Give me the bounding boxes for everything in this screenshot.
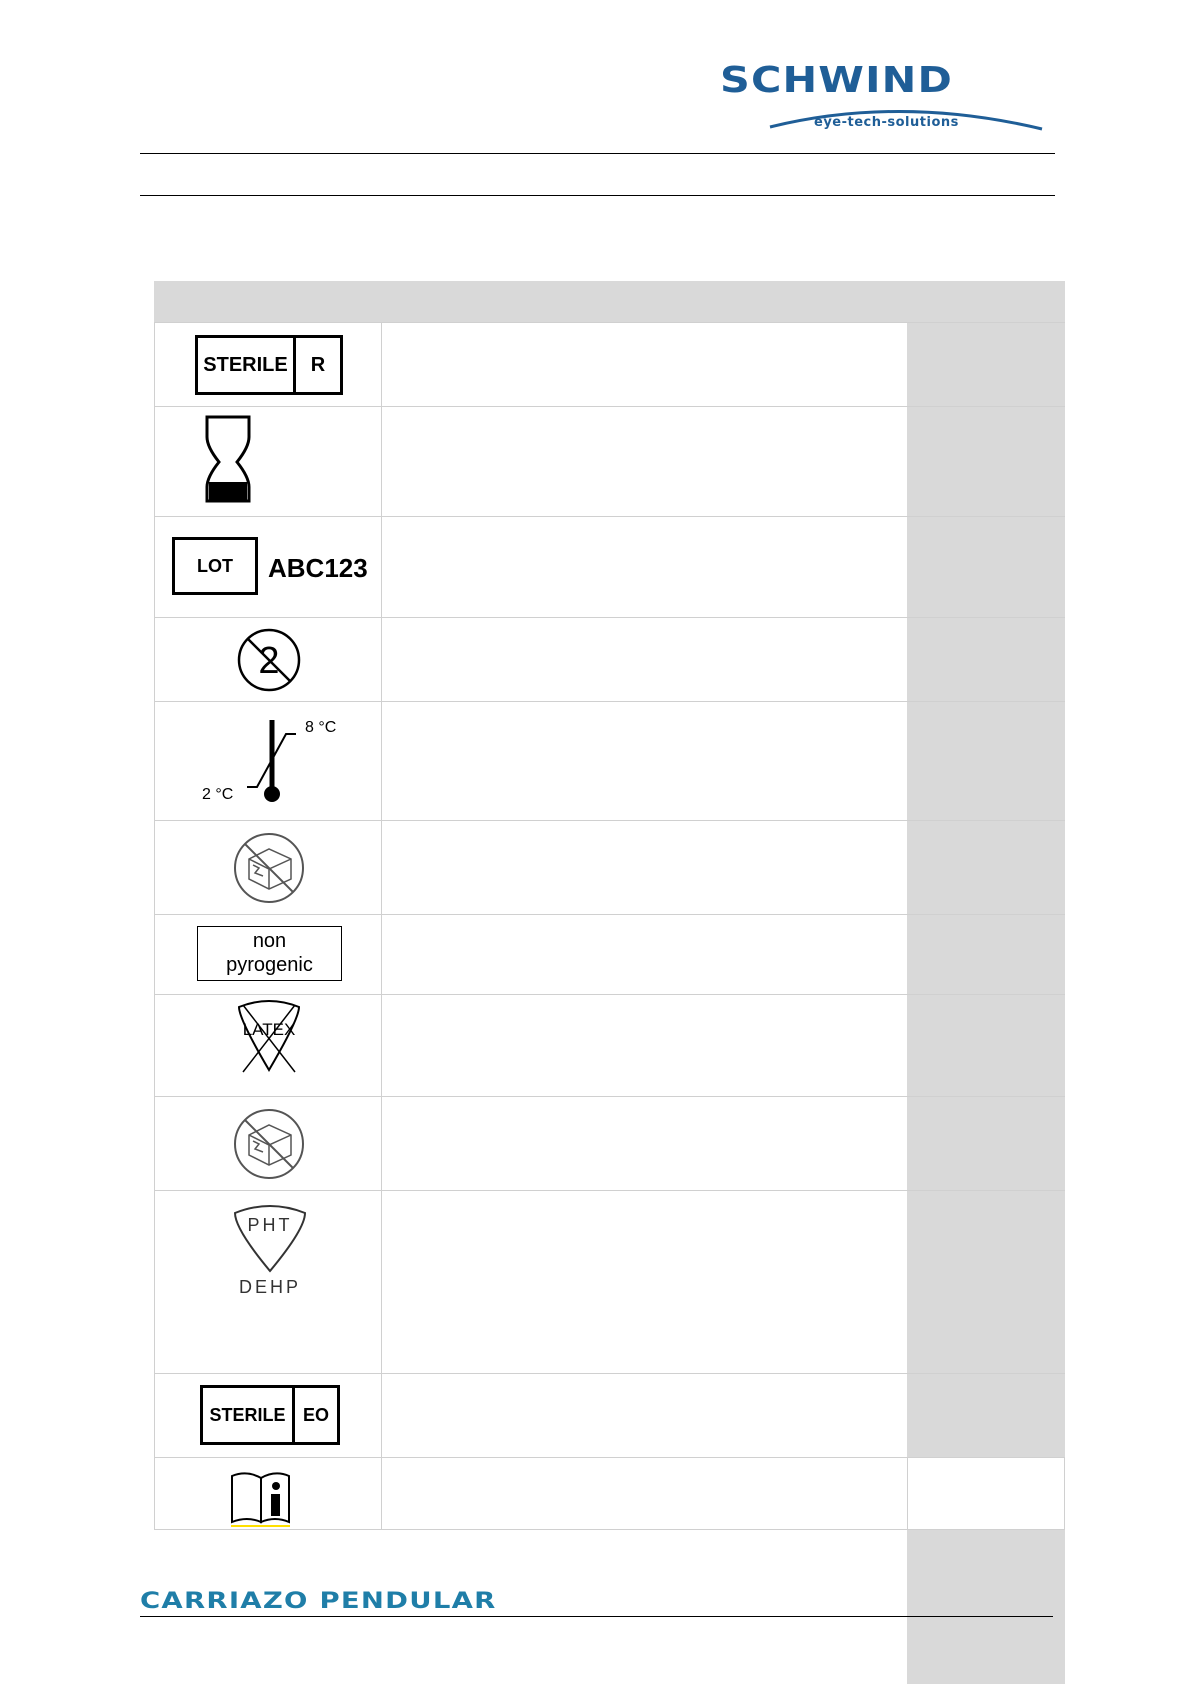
table-row [154, 1457, 1065, 1530]
table-row [154, 701, 1065, 820]
description-cell [382, 1191, 907, 1373]
logo-wordmark: SCHWIND [720, 60, 953, 101]
symbol-cell [154, 1374, 382, 1457]
lot-symbol [172, 537, 258, 595]
symbols-table [154, 281, 1065, 1529]
symbol-cell [154, 517, 382, 617]
side-cell [907, 1458, 1065, 1529]
lot-label: LOT [197, 555, 233, 576]
table-row [154, 914, 1065, 994]
svg-text:2: 2 [258, 640, 280, 682]
symbol-cell [154, 1458, 382, 1529]
dehp-label: DEHP [238, 1277, 302, 1297]
description-cell [382, 821, 907, 914]
table-row [154, 322, 1065, 406]
description-cell [382, 1458, 907, 1529]
lot-code: ABC123 [268, 553, 368, 583]
description-cell [382, 915, 907, 994]
temp-lower-label: 2 °C [202, 786, 234, 803]
description-cell [382, 323, 907, 406]
do-not-use-if-damaged-icon [155, 821, 383, 915]
description-cell [382, 618, 907, 701]
non-pyrogenic-symbol [197, 926, 342, 981]
latex-label: LATEX [242, 1020, 296, 1039]
non-pyrogenic-line2: pyrogenic [226, 954, 313, 976]
sterile-eo-symbol [200, 1385, 340, 1445]
sterile-label: STERILE [203, 1388, 295, 1442]
sterile-r-symbol [195, 335, 343, 395]
table-row [154, 1190, 1065, 1373]
description-cell [382, 407, 907, 516]
description-cell [382, 1374, 907, 1457]
header-rule-top [140, 153, 1055, 154]
non-pyrogenic-line1: non [252, 930, 287, 952]
sterile-method-label: R [310, 353, 326, 376]
do-not-use-if-damaged-icon [155, 1097, 383, 1191]
symbol-cell [154, 1191, 382, 1373]
symbol-cell [154, 1097, 382, 1190]
hourglass-icon [155, 407, 383, 517]
table-row [154, 820, 1065, 914]
table-row [154, 1373, 1065, 1457]
symbol-cell [154, 821, 382, 914]
pht-free-icon [155, 1191, 383, 1374]
symbol-cell [154, 995, 382, 1096]
header-rule-bottom [140, 195, 1055, 196]
logo-tagline: eye-tech-solutions [814, 115, 959, 130]
footer-rule [140, 1616, 1053, 1617]
table-row [154, 994, 1065, 1096]
sterile-method-label: EO [302, 1404, 329, 1425]
table-row [154, 516, 1065, 617]
pht-label: PHT [247, 1215, 293, 1235]
symbol-cell [154, 618, 382, 701]
table-row [154, 406, 1065, 516]
table-header-row [154, 281, 1065, 322]
description-cell [382, 702, 907, 820]
description-cell [382, 1097, 907, 1190]
symbol-cell [154, 915, 382, 994]
thermometer-icon [155, 702, 383, 821]
do-not-reuse-icon [155, 618, 383, 702]
description-cell [382, 517, 907, 617]
symbol-cell [154, 323, 382, 406]
latex-free-icon [155, 995, 383, 1097]
description-cell [382, 995, 907, 1096]
symbol-cell [154, 407, 382, 516]
symbol-cell [154, 702, 382, 820]
table-row [154, 1096, 1065, 1190]
table-row [154, 617, 1065, 701]
consult-instructions-icon [155, 1458, 383, 1531]
footer-product-name: CARRIAZO PENDULAR [140, 1589, 497, 1614]
sterile-label: STERILE [198, 338, 296, 392]
schwind-logo [720, 55, 1055, 135]
temp-upper-label: 8 °C [305, 719, 337, 736]
